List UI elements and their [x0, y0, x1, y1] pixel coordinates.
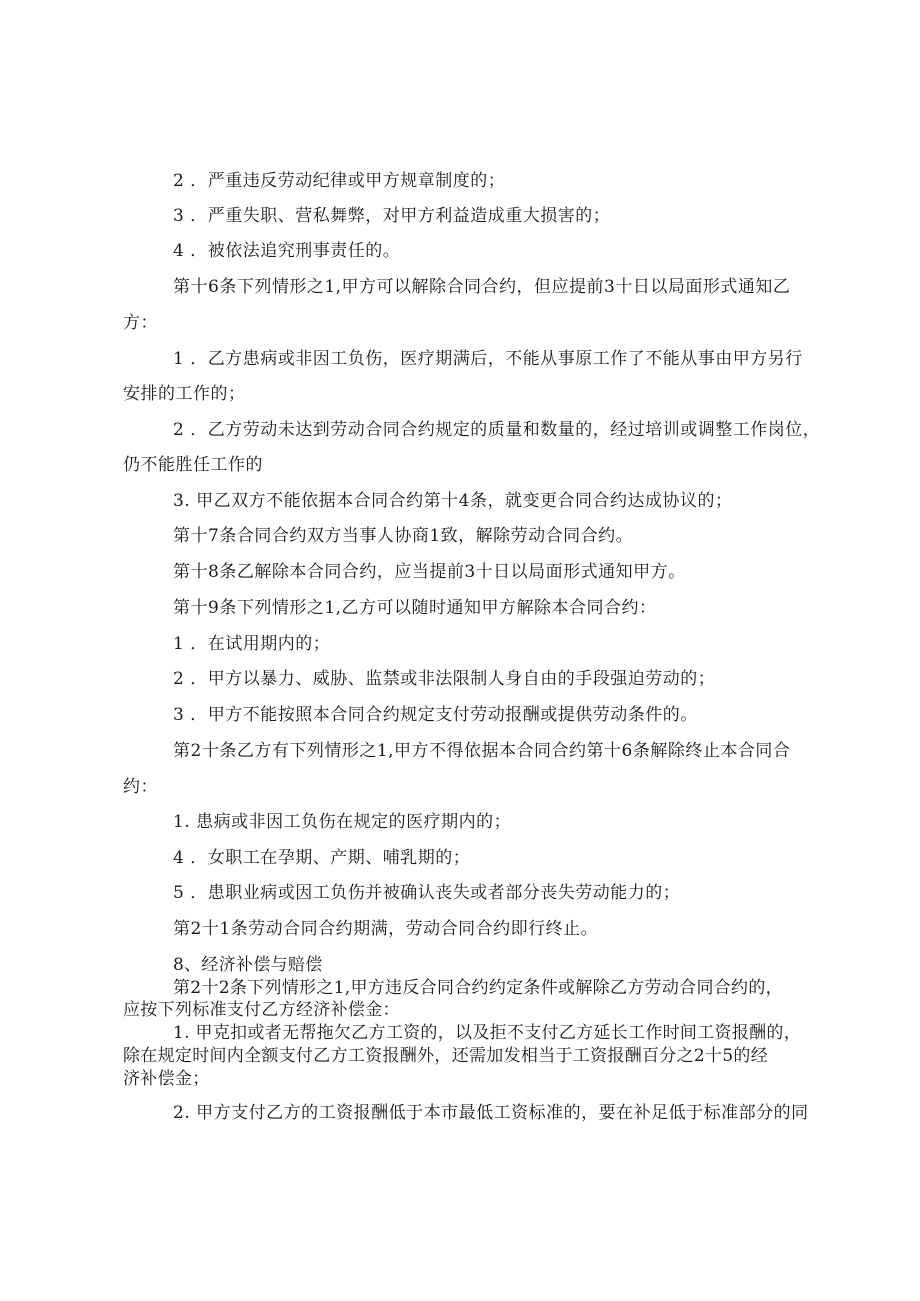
clause-item-4-criminal: 4 ．被依法追究刑事责任的。: [173, 241, 401, 261]
article-16-item-3: 3. 甲乙双方不能依据本合同合约第十4条，就变更合同合约达成协议的；: [173, 491, 733, 511]
article-20-item-5: 5 ．患职业病或因工负伤并被确认丧失或者部分丧失劳动能力的；: [173, 883, 681, 903]
article-22-item-1-line-2: 除在规定时间内全额支付乙方工资报酬外，还需加发相当于工资报酬百分之2十5的经: [123, 1046, 769, 1066]
article-22-item-1-line-1: 1. 甲克扣或者无帮拖欠乙方工资的，以及拒不支付乙方延长工作时间工资报酬的，: [173, 1023, 802, 1043]
article-18: 第十8条乙解除本合同合约，应当提前3十日以局面形式通知甲方。: [173, 562, 686, 582]
article-16-item-2-line-1: 2 ．乙方劳动未达到劳动合同合约规定的质量和数量的，经过培训或调整工作岗位，: [173, 420, 821, 440]
article-20-item-4: 4 ．女职工在孕期、产期、哺乳期的；: [173, 848, 471, 868]
article-19-item-3: 3 ．甲方不能按照本合同合约规定支付劳动报酬或提供劳动条件的。: [173, 705, 698, 725]
article-19-item-1: 1 ．在试用期内的；: [173, 634, 331, 654]
article-22-line-2: 应按下列标准支付乙方经济补偿金：: [123, 1000, 400, 1020]
clause-item-3-misconduct: 3 ．严重失职、营私舞弊，对甲方利益造成重大损害的；: [173, 206, 611, 226]
article-21: 第2十1条劳动合同合约期满，劳动合同合约即行终止。: [173, 919, 599, 939]
article-16-item-2-line-2: 仍不能胜任工作的: [123, 455, 263, 475]
article-19-item-2: 2 ．甲方以暴力、威胁、监禁或非法限制人身自由的手段强迫劳动的；: [173, 669, 716, 689]
article-20-line-2: 约：: [123, 777, 158, 797]
article-16-line-1: 第十6条下列情形之1,甲方可以解除合同合约，但应提前3十日以局面形式通知乙: [173, 277, 791, 297]
article-17: 第十7条合同合约双方当事人协商1致，解除劳动合同合约。: [173, 526, 634, 546]
article-16-item-1-line-2: 安排的工作的；: [123, 384, 246, 404]
article-16-item-1-line-1: 1 ．乙方患病或非因工负伤，医疗期满后，不能从事原工作了不能从事由甲方另行: [173, 349, 803, 369]
section-8-heading: 8、经济补偿与赔偿: [173, 955, 323, 975]
article-19: 第十9条下列情形之1,乙方可以随时通知甲方解除本合同合约：: [173, 598, 657, 618]
article-22-line-1: 第2十2条下列情形之1,甲方违反合同合约约定条件或解除乙方劳动合同合约的，: [173, 978, 783, 998]
article-16-line-2: 方：: [123, 313, 158, 333]
article-20-line-1: 第2十条乙方有下列情形之1,甲方不得依据本合同合约第十6条解除终止本合同合: [173, 741, 791, 761]
article-20-item-1: 1. 患病或非因工负伤在规定的医疗期内的；: [173, 812, 512, 832]
article-22-item-2-line-1: 2. 甲方支付乙方的工资报酬低于本市最低工资标准的，要在补足低于标准部分的同: [173, 1103, 809, 1123]
clause-item-2-violation: 2 ．严重违反劳动纪律或甲方规章制度的；: [173, 171, 506, 191]
article-22-item-1-line-3: 济补偿金；: [123, 1069, 210, 1089]
